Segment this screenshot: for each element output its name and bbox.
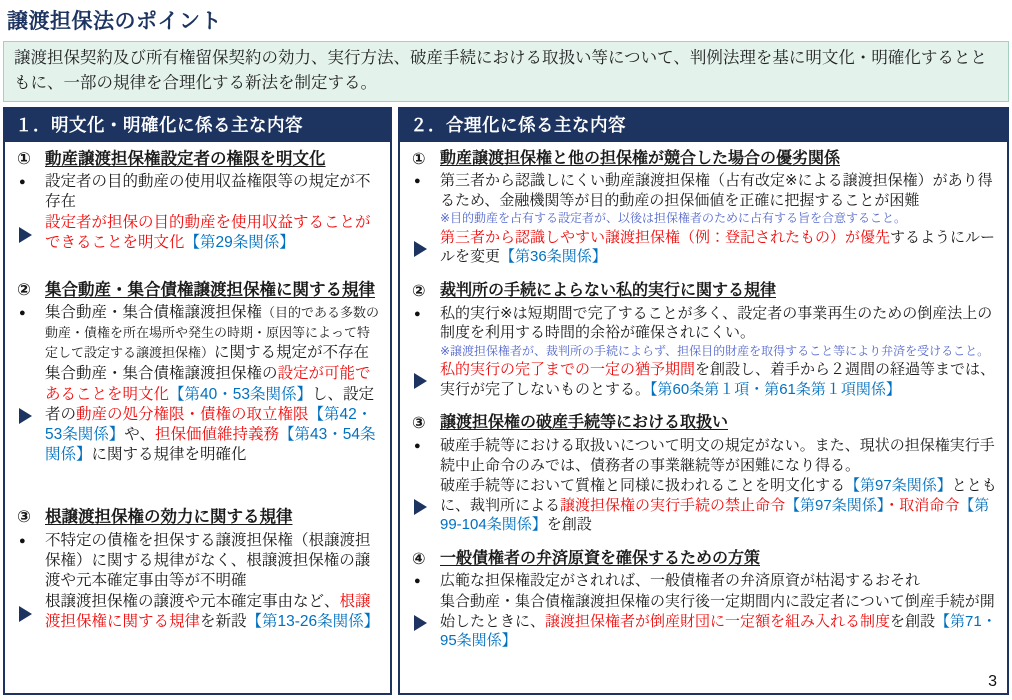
- text-run: （目的である多数の動産・債権を所在場所や発生の時期・原因等によって特定して設定する譲渡担保権）: [45, 304, 380, 361]
- issue-item: [408, 304, 999, 360]
- section-number: ③: [17, 508, 31, 527]
- section-number: ①: [412, 150, 426, 168]
- text-run: 【第97条関係】: [845, 477, 952, 495]
- section-title: 集合動産・集合債権譲渡担保権に関する規律: [45, 280, 375, 299]
- item-marker: [408, 436, 440, 456]
- footnote-text: ※譲渡担保権者が、裁判所の手続によらず、担保目的財産を取得すること等により弁済を受けること。: [440, 343, 990, 358]
- item-marker: [408, 370, 440, 389]
- text-run: 広範な担保権設定がされれば、一般債権者の弁済原資が枯渇するおそれ: [440, 572, 921, 590]
- text-run: 【第36条関係】: [500, 248, 607, 266]
- item-text: [440, 304, 999, 360]
- section-title: 動産譲渡担保権と他の担保権が競合した場合の優劣関係: [440, 149, 841, 167]
- section-heading: [13, 149, 382, 170]
- arrow-icon: [414, 241, 427, 257]
- text-run: 担保価値維持義務: [154, 425, 279, 443]
- column-clarification-body: [5, 142, 390, 694]
- text-run: を創設: [890, 612, 936, 630]
- bullet-icon: ●: [414, 307, 421, 320]
- text-run: 譲渡担保権者が倒産財団に一定額を組み入れる制度: [545, 612, 891, 630]
- bullet-icon: ●: [414, 575, 421, 588]
- section: [408, 281, 999, 399]
- arrow-icon: [414, 615, 427, 631]
- issue-item: [408, 436, 999, 475]
- proposal-item: [408, 360, 999, 399]
- page-number: 3: [988, 673, 997, 690]
- item-marker: [408, 612, 440, 631]
- item-text: [45, 364, 382, 465]
- text-run: 破産手続等において質権と同様に扱われることを明文化する: [440, 477, 846, 495]
- text-run: 【第97条関係】: [785, 496, 885, 514]
- text-run: 【第42・53条関係】: [45, 405, 373, 443]
- text-run: 集合動産・集合債権譲渡担保権の: [45, 365, 278, 383]
- item-marker: [13, 603, 45, 622]
- issue-item: [408, 171, 999, 227]
- section-number: ④: [412, 550, 426, 568]
- proposal-item: [408, 592, 999, 651]
- arrow-icon: [19, 227, 32, 243]
- text-run: 私的実行の完了までの一定の猶予期間: [440, 361, 696, 379]
- text-run: 根譲渡担保権に関する規律: [45, 592, 371, 631]
- issue-item: [13, 303, 382, 363]
- item-marker: [408, 238, 440, 257]
- section: [408, 149, 999, 267]
- section-number: ③: [412, 415, 426, 433]
- section-heading: [408, 549, 999, 570]
- text-run: 【第43・54条関係】: [45, 425, 376, 463]
- text-run: 【第99-104条関係】: [440, 496, 990, 534]
- item-marker: [408, 571, 440, 591]
- section-title: 根譲渡担保権の効力に関する規律: [45, 508, 293, 527]
- item-text: [440, 592, 999, 651]
- item-marker: [13, 405, 45, 424]
- page-title: 譲渡担保法のポイント: [7, 10, 222, 33]
- text-run: 根譲渡担保権の譲渡や元本確定事由など、: [45, 592, 340, 610]
- text-run: 【第60条第１項・第61条第１項関係】: [650, 380, 901, 398]
- text-run: ・取消命令: [884, 496, 960, 514]
- section-heading: [13, 280, 382, 301]
- footnote-text: ※目的動産を占有する設定者が、以後は担保権者のために占有する旨を合意すること。: [440, 211, 907, 226]
- text-run: 【第29条関係】: [184, 234, 295, 252]
- item-text: [440, 571, 999, 591]
- issue-item: [13, 172, 382, 212]
- text-run: 集合動産・集合債権譲渡担保権: [45, 303, 263, 321]
- section-title: 譲渡担保権の破産手続等における取扱い: [440, 414, 729, 432]
- item-text: [45, 213, 382, 253]
- section: [13, 149, 382, 254]
- item-marker: [408, 171, 440, 191]
- item-text: [45, 592, 382, 632]
- item-marker: [13, 224, 45, 243]
- text-run: を創設: [546, 516, 592, 534]
- text-run: 第三者から認識しやすい譲渡担保権（例：登記されたもの）が優先: [440, 228, 891, 246]
- item-text: [440, 360, 999, 399]
- section-title: 一般債権者の弁済原資を確保するための方策: [440, 549, 761, 567]
- column-rationalization: [398, 107, 1009, 696]
- arrow-icon: [19, 408, 32, 424]
- section-title: 裁判所の手続によらない私的実行に関する規律: [440, 281, 777, 299]
- text-run: 第三者から認識しにくい動産譲渡担保権（占有改定※による譲渡担保権）があり得るため、金融機関等が目的動産の担保価値を正確に把握することが困難: [440, 172, 993, 209]
- text-run: を新設: [200, 613, 247, 631]
- bullet-icon: ●: [414, 175, 421, 188]
- text-run: 私的実行※は短期間で完了することが多く、設定者の事業再生のための倒産法上の制度を利用する時間的余裕が確保されにくい。: [440, 304, 993, 342]
- text-run: 設定が可能であることを明文化: [45, 365, 371, 403]
- text-run: 【第40・53条関係】: [169, 385, 312, 403]
- columns-container: [3, 107, 1009, 696]
- section: [13, 507, 382, 632]
- arrow-icon: [414, 373, 427, 389]
- section-heading: [13, 507, 382, 528]
- column-rationalization-body: [400, 142, 1007, 694]
- column-clarification-header: １．明文化・明確化に係る主な内容: [5, 109, 390, 142]
- section-number: ②: [17, 280, 31, 299]
- proposal-item: [408, 476, 999, 535]
- arrow-icon: [19, 606, 32, 622]
- text-run: 不特定の債権を担保する譲渡担保権（根譲渡担保権）に関する規律がなく、根譲渡担保権の譲渡や元本確定事由等が不明確: [45, 531, 371, 589]
- summary-text: 譲渡担保契約及び所有権留保契約の効力、実行方法、破産手続における取扱い等について、判例法理を基に明文化・明確化するとともに、一部の規律を合理化する新法を制定する。: [14, 49, 987, 92]
- item-marker: [408, 496, 440, 515]
- section-number: ②: [412, 282, 426, 300]
- proposal-item: [13, 213, 382, 253]
- proposal-item: [408, 228, 999, 267]
- item-text: [45, 172, 382, 212]
- text-run: 【第71・95条関係】: [440, 612, 997, 650]
- text-run: とともに、裁判所による: [440, 477, 997, 514]
- bullet-icon: ●: [19, 306, 26, 319]
- item-text: [440, 228, 999, 267]
- section-heading: [408, 149, 999, 170]
- item-marker: [13, 531, 45, 551]
- item-text: [440, 171, 999, 227]
- item-text: [440, 476, 999, 535]
- column-clarification: [3, 107, 392, 696]
- proposal-item: [13, 364, 382, 465]
- text-run: 集合動産・集合債権譲渡担保権の実行後一定期間内に設定者について倒産手続が開始したときに、: [440, 593, 995, 630]
- bullet-icon: ●: [414, 440, 421, 453]
- section-title: 動産譲渡担保権設定者の権限を明文化: [45, 149, 326, 168]
- text-run: や、: [124, 425, 155, 443]
- item-marker: [408, 304, 440, 324]
- item-text: [45, 303, 382, 363]
- item-text: [45, 531, 382, 591]
- bullet-icon: ●: [19, 534, 26, 547]
- text-run: 設定者が担保の目的動産を使用収益することができることを明文化: [45, 214, 371, 252]
- item-marker: [13, 172, 45, 192]
- section: [408, 549, 999, 651]
- summary-box: [3, 41, 1009, 102]
- arrow-icon: [414, 499, 427, 515]
- text-run: を創設し、着手から２週間の経過等までは、実行が完了しないものとする。: [440, 361, 996, 398]
- text-run: に関する規律を明確化: [91, 445, 247, 463]
- bullet-icon: ●: [19, 175, 26, 188]
- text-run: 譲渡担保権の実行手続の禁止命令: [560, 496, 786, 514]
- text-run: 動産の処分権限・債権の取立権限: [76, 405, 309, 423]
- section-heading: [408, 281, 999, 302]
- issue-item: [408, 571, 999, 591]
- item-marker: [13, 303, 45, 323]
- section: [13, 280, 382, 466]
- text-run: し、設定者の: [45, 385, 375, 423]
- text-run: 【第13-26条関係】: [246, 613, 380, 631]
- text-run: 破産手続等における取扱いについて明文の規定がない。また、現状の担保権実行手続中止命令のみでは、債務者の事業継続等が困難になり得る。: [440, 437, 995, 474]
- text-run: に関する規定が不存在: [214, 344, 370, 362]
- section: [408, 413, 999, 534]
- text-run: 設定者の目的動産の使用収益権限等の規定が不存在: [45, 172, 371, 211]
- column-rationalization-header: ２．合理化に係る主な内容: [400, 109, 1007, 142]
- section-number: ①: [17, 149, 31, 168]
- section-heading: [408, 413, 999, 434]
- text-run: するようにルールを変更: [440, 228, 996, 266]
- proposal-item: [13, 592, 382, 632]
- issue-item: [13, 531, 382, 591]
- item-text: [440, 436, 999, 475]
